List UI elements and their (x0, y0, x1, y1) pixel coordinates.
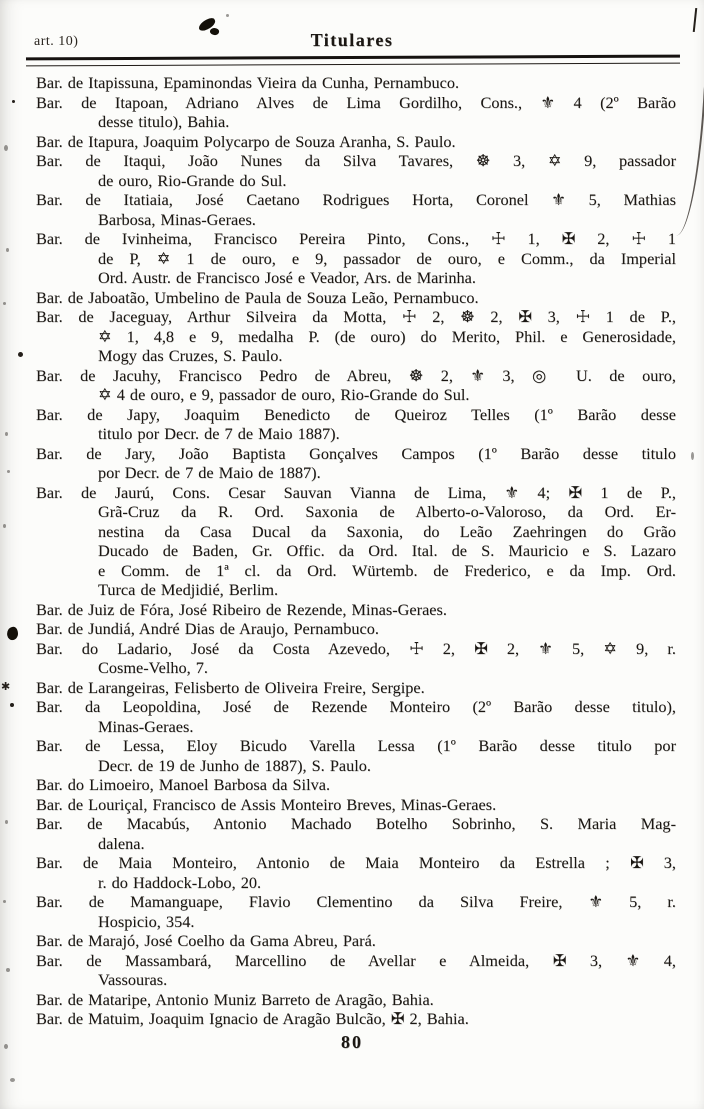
margin-bullet (18, 352, 23, 357)
list-item (36, 619, 676, 639)
entry-line: ✡ 1, 4,8 e 9, medalha P. (de ouro) do Merito, Phil. e Generosidade, (98, 326, 676, 346)
list-item (36, 483, 676, 600)
entry-line: Ducado de Baden, Gr. Offic. da Ord. Ital. de S. Mauricio e S. Lazaro (98, 541, 676, 560)
list-item (36, 697, 676, 736)
entry-line: Vassouras. (98, 970, 168, 989)
entry-line: Bar. de Marajó, José Coelho da Gama Abreu, Pará. (36, 931, 376, 950)
entry-line: Bar. de Macabús, Antonio Machado Botelho Sobrinho, S. Maria Mag- (36, 814, 676, 833)
page-crease (674, 85, 704, 236)
ink-speck (3, 302, 6, 305)
entry-line: Bar. de Lessa, Eloy Bicudo Varella Lessa (1º Barão desse titulo por (36, 736, 676, 755)
list-item (36, 892, 676, 931)
entry-line: Bar. de Matuim, Joaquim Ignacio de Aragão Bulcão, ✠ 2, Bahia. (36, 1009, 469, 1028)
entry-line: Bar. de Itatiaia, José Caetano Rodrigues Horta, Coronel ⚜ 5, Mathias (36, 190, 676, 209)
entry-line: Bar. de Japy, Joaquim Benedicto de Queiroz Telles (1º Barão desse (36, 404, 676, 424)
list-item (36, 600, 676, 620)
entry-line: titulo por Decr. de 7 de Maio 1887). (98, 424, 340, 443)
list-item (36, 678, 676, 698)
ink-speck (226, 14, 229, 17)
list-item (36, 366, 676, 405)
entry-line: Bar. de Ivinheima, Francisco Pereira Pinto, Cons., ☩ 1, ✠ 2, ☩ 1 (36, 229, 676, 248)
entry-line: Bar. de Larangeiras, Felisberto de Oliveira Freire, Sergipe. (36, 677, 425, 697)
edge-mark (691, 452, 694, 460)
entry-line: Bar. de Jundiá, André Dias de Araujo, Pernambuco. (36, 619, 379, 638)
entry-line: dalena. (98, 833, 145, 853)
list-item (36, 405, 676, 444)
entry-line: ✡ 4 de ouro, e 9, passador de ouro, Rio-Grande do Sul. (98, 385, 470, 404)
entry-line: Bar. de Jaceguay, Arthur Silveira da Motta, ☩ 2, ☸ 2, ✠ 3, ☩ 1 de P., (36, 307, 676, 326)
ink-speck (10, 703, 14, 707)
entry-line: Cosme-Velho, 7. (98, 658, 208, 677)
entry-line: Bar. de Juiz de Fóra, José Ribeiro de Rezende, Minas-Geraes. (36, 599, 447, 619)
entry-line: Barbosa, Minas-Geraes. (98, 209, 256, 229)
list-item (36, 151, 676, 190)
ink-speck (4, 1044, 8, 1049)
list-item (36, 132, 676, 152)
list-item (36, 307, 676, 366)
list-item (36, 990, 676, 1010)
list-item (36, 736, 676, 775)
entry-line: Bar. de Jaurú, Cons. Cesar Sauvan Vianna de Lima, ⚜ 4; ✠ 1 de P., (36, 482, 676, 502)
ink-speck (7, 470, 10, 473)
entry-line: Decr. de 19 de Junho de 1887), S. Paulo. (98, 755, 371, 775)
entry-line: e Comm. de 1ª cl. da Ord. Würtemb. de Frederico, e da Imp. Ord. (98, 560, 676, 580)
list-item (36, 814, 676, 853)
list-item (36, 931, 676, 951)
list-item (36, 1009, 676, 1029)
ink-speck (10, 1078, 15, 1082)
list-item (36, 795, 676, 815)
article-reference: art. 10) (34, 34, 79, 49)
entry-line: Hospicio, 354. (98, 911, 195, 931)
entry-line: Bar. da Leopoldina, José de Rezende Monteiro (2º Barão desse titulo), (36, 697, 676, 716)
list-item (36, 951, 676, 990)
list-item (36, 775, 676, 795)
entry-line: Ord. Austr. de Francisco José e Veador, Ars. de Marinha. (98, 268, 476, 287)
margin-blob (6, 626, 19, 641)
entry-line: nestina da Casa Ducal da Saxonia, do Leão Zaehringen do Grão (98, 521, 676, 541)
list-item (36, 73, 676, 93)
ink-speck (6, 248, 9, 252)
entry-line: Bar. de Louriçal, Francisco de Assis Monteiro Breves, Minas-Geraes. (36, 794, 497, 814)
list-item (36, 93, 676, 132)
entry-line: Bar. de Jacuhy, Francisco Pedro de Abreu, ☸ 2, ⚜ 3, ◎ U. de ouro, (36, 365, 676, 385)
list-item (36, 288, 676, 308)
entry-line: por Decr. de 7 de Maio de 1887). (98, 463, 321, 482)
ink-speck (12, 100, 15, 103)
ink-speck (3, 524, 6, 528)
list-item (36, 444, 676, 483)
page-number: 80 (341, 1032, 363, 1052)
entry-line: Bar. de Jary, João Baptista Gonçalves Campos (1º Barão desse titulo (36, 443, 676, 463)
entry-line: Bar. do Ladario, José da Costa Azevedo, ☩ 2, ✠ 2, ⚜ 5, ✡ 9, r. (36, 638, 676, 658)
entry-line: de P, ✡ 1 de ouro, e 9, passador de ouro, e Comm., da Imperial (98, 248, 676, 268)
page-header (28, 30, 676, 54)
entry-line: Bar. de Maia Monteiro, Antonio de Maia Monteiro da Estrella ; ✠ 3, (36, 853, 676, 872)
ink-speck (6, 968, 10, 972)
entry-line: Turca de Medjidié, Berlim. (98, 580, 279, 599)
entry-line: Minas-Geraes. (98, 716, 194, 736)
header-rule (26, 55, 680, 67)
entry-line: Bar. de Mataripe, Antonio Muniz Barreto de Aragão, Bahia. (36, 989, 434, 1009)
list-item (36, 639, 676, 678)
entry-line: Bar. do Limoeiro, Manoel Barbosa da Silva. (36, 775, 331, 794)
edge-mark (693, 8, 697, 32)
entry-line: Mogy das Cruzes, S. Paulo. (98, 346, 283, 365)
entry-line: Bar. de Mamanguape, Flavio Clementino da Silva Freire, ⚜ 5, r. (36, 892, 676, 911)
ink-speck (4, 145, 8, 151)
entry-line: Grã-Cruz da R. Ord. Saxonia de Alberto-o-Valoroso, da Ord. Er- (98, 502, 676, 521)
entry-line: Bar. de Jaboatão, Umbelino de Paula de Souza Leão, Pernambuco. (36, 287, 479, 307)
entry-line: Bar. de Itapoan, Adriano Alves de Lima Gordilho, Cons., ⚜ 4 (2º Barão (36, 92, 676, 112)
margin-asterisk-mark: ✱ (1, 680, 11, 693)
entry-line: Bar. de Itapura, Joaquim Polycarpo de Souza Aranha, S. Paulo. (36, 131, 456, 151)
ink-speck (3, 900, 6, 903)
entry-line: Bar. de Massambará, Marcellino de Avellar e Almeida, ✠ 3, ⚜ 4, (36, 950, 676, 970)
list-item (36, 229, 676, 288)
page-title: Titulares (310, 30, 394, 50)
entry-line: Bar. de Itapissuna, Epaminondas Vieira da Cunha, Pernambuco. (36, 73, 460, 92)
titleholders-list (36, 73, 676, 1029)
ink-speck (5, 820, 8, 824)
entry-line: r. do Haddock-Lobo, 20. (98, 872, 262, 892)
entry-line: Bar. de Itaqui, João Nunes da Silva Tavares, ☸ 3, ✡ 9, passador (36, 151, 676, 170)
list-item (36, 190, 676, 229)
entry-line: de ouro, Rio-Grande do Sul. (98, 170, 287, 190)
entry-line: desse titulo), Bahia. (98, 112, 230, 131)
list-item (36, 853, 676, 892)
ink-speck (5, 432, 8, 436)
